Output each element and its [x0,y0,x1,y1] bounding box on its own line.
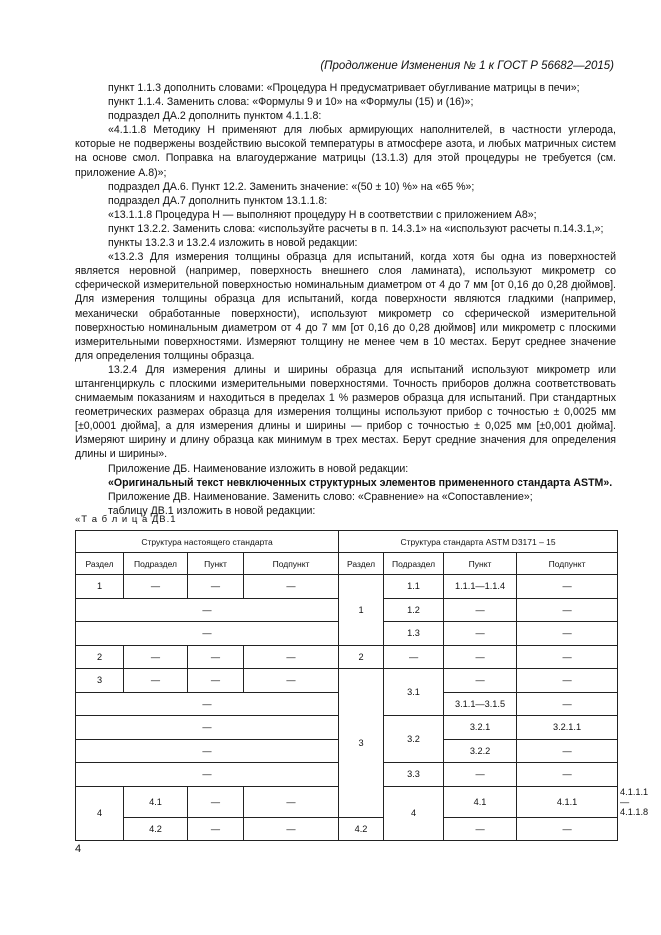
table-cell: 3.1 [384,669,444,716]
column-header: Подраздел [384,553,444,575]
column-header: Раздел [76,553,124,575]
paragraph: подраздел ДА.7 дополнить пунктом 13.1.1.8: [108,194,328,207]
table-cell: 4.2 [339,817,384,841]
table-cell: 4.1 [124,786,188,817]
table-cell: — [444,598,517,622]
column-header: Подраздел [124,553,188,575]
table-cell: — [124,669,188,693]
group-header-right: Структура стандарта ASTM D3171 – 15 [339,531,618,553]
table-column-header [76,553,618,575]
table-row [76,645,618,669]
table-cell: 4 [384,786,444,841]
paragraph-bold: «Оригинальный текст невключенных структурных элементов примененного стандарта ASTM». [108,476,613,489]
table-cell: — [444,622,517,646]
table-cell: — [76,739,339,763]
table-cell: — [517,645,618,669]
table-cell: — [517,669,618,693]
table-cell: 1 [339,575,384,646]
table-group-header [76,531,618,553]
paragraph: пункт 1.1.4. Заменить слова: «Формулы 9 и 10» на «Формулы (15) и (16)»; [108,96,474,109]
paragraph: пункты 13.2.3 и 13.2.4 изложить в новой редакции: [108,237,358,250]
table-cell: — [188,817,244,841]
table-cell: 1.1.1—1.1.4 [444,575,517,599]
table-row [76,817,618,841]
table-cell: 2 [339,645,384,669]
table-cell: — [188,645,244,669]
table-cell: — [188,669,244,693]
table-cell: — [76,598,339,622]
table-cell: — [244,817,339,841]
table-cell: — [76,763,339,787]
table-cell: — [444,817,517,841]
paragraph: 13.2.4 Для измерения длины и ширины образца для испытаний используют микрометр или штангенциркуль с плоскими измерительными поверхностями. Точность приборов должна соответствовать снимаемым показаниям и находиться в пределах 1 % размеров образца для испытаний. При стандартных геометрических размерах образца для измерения толщины используют прибор с точностью ± 0,0025 мм [±0,0001 дюйма], а для измерения длины и ширины — прибор с точностью ± 0,025 мм [±0,001 дюйма]. Измеряют ширину и длину образца как минимум в трех местах. Берут средние значения для определения длины и ширины». [75,363,616,461]
table-cell: 4.1 [444,786,517,817]
table-cell: — [517,817,618,841]
table-cell: 3.2 [384,716,444,763]
paragraph: Приложение ДБ. Наименование изложить в новой редакции: [108,462,409,475]
table-cell: — [76,622,339,646]
table-cell: 3.1.1—3.1.5 [444,692,517,716]
paragraph: подраздел ДА.2 дополнить пунктом 4.1.1.8: [108,110,322,123]
table-cell: 3.2.1 [444,716,517,740]
table-cell: — [188,786,244,817]
table-cell: — [517,575,618,599]
table-cell: — [444,669,517,693]
table-cell: — [76,692,339,716]
table-cell: 3 [76,669,124,693]
table-cell: — [444,763,517,787]
paragraph: «13.2.3 Для измерения толщины образца для испытаний, когда хотя бы одна из поверхностей является неровной (например, поверхность внешнего слоя ламината), используют микрометр со сферической измерительной поверхностью номинальным диаметром от 4 до 7 мм [от 0,16 до 0,28 дюймов]. Для измерения толщины образца для испытаний, когда поверхности являются гладкими (например, механически обработанные поверхности), используют микрометр со сферической измерительной поверхностью номинальным диаметром от 4 до 7 мм [от 0,16 до 0,28 дюймов] или микрометр с плоскими измерительными поверхностями. Измеряют толщину не менее чем в 10 местах. Берут среднее значение для определения толщины образца. [75,251,616,362]
column-header: Раздел [339,553,384,575]
paragraph: таблицу ДВ.1 изложить в новой редакции: [108,504,316,517]
page-header: (Продолжение Изменения № 1 к ГОСТ Р 56682—2015) [320,60,614,72]
group-header-left: Структура настоящего стандарта [76,531,339,553]
table-cell: 4.1.1 [517,786,618,817]
table-cell: 1.3 [384,622,444,646]
table-cell: — [517,739,618,763]
table-cell: — [517,598,618,622]
document-body [75,81,616,518]
table-caption: «Т а б л и ц а ДВ.1 [75,514,177,525]
table-cell: — [517,692,618,716]
table-cell: 2 [76,645,124,669]
table-cell: 1 [76,575,124,599]
column-header: Подпункт [517,553,618,575]
table-cell: 4.2 [124,817,188,841]
table-cell: 3 [339,669,384,818]
table-cell: — [244,645,339,669]
paragraph: подраздел ДА.6. Пункт 12.2. Заменить значение: «(50 ± 10) %» на «65 %»; [108,180,475,193]
table-row [76,669,618,693]
table-cell: — [244,575,339,599]
table-cell: 3.3 [384,763,444,787]
column-header: Подпункт [244,553,339,575]
column-header: Пункт [444,553,517,575]
table-cell: — [124,645,188,669]
table-cell: — [517,763,618,787]
table-row [76,575,618,599]
table-cell: — [188,575,244,599]
table-cell: — [384,645,444,669]
table-row: 4 4.1 — — 4 4.1 4.1.1 4.1.1.1—4.1.1.8 [76,786,618,817]
column-header: Пункт [188,553,244,575]
paragraph: Приложение ДВ. Наименование. Заменить слово: «Сравнение» на «Сопоставление»; [108,490,533,503]
paragraph: пункт 13.2.2. Заменить слова: «используйте расчеты в п. 14.3.1» на «используют расчеты п.14.3.1,»; [108,222,604,235]
table-cell: — [124,575,188,599]
table-cell: 4 [76,786,124,841]
paragraph: «13.1.1.8 Процедура Н — выполняют процедуру Н в соответствии с приложением А8»; [108,208,537,221]
comparison-table [75,530,649,841]
table-cell: — [244,669,339,693]
paragraph: «4.1.1.8 Методику Н применяют для любых армирующих наполнителей, в частности углерода, которые не подвержены воздействию высокой температуры в атмосфере азота, и любых матричных систем на основе смол. Поправка на влагоудержание матрицы (13.1.3) для этой процедуры не требуется (см. приложение А.8)»; [75,124,616,179]
table-cell: 3.2.1.1 [517,716,618,740]
table-cell: — [244,786,339,817]
table-cell: 3.2.2 [444,739,517,763]
table-cell: — [444,645,517,669]
table-cell: 1.2 [384,598,444,622]
page-number: 4 [75,843,82,855]
table-cell: — [517,622,618,646]
table-cell: — [76,716,339,740]
table-cell: 1.1 [384,575,444,599]
paragraph: пункт 1.1.3 дополнить словами: «Процедура Н предусматривает обугливание матрицы в печи»; [108,82,580,94]
